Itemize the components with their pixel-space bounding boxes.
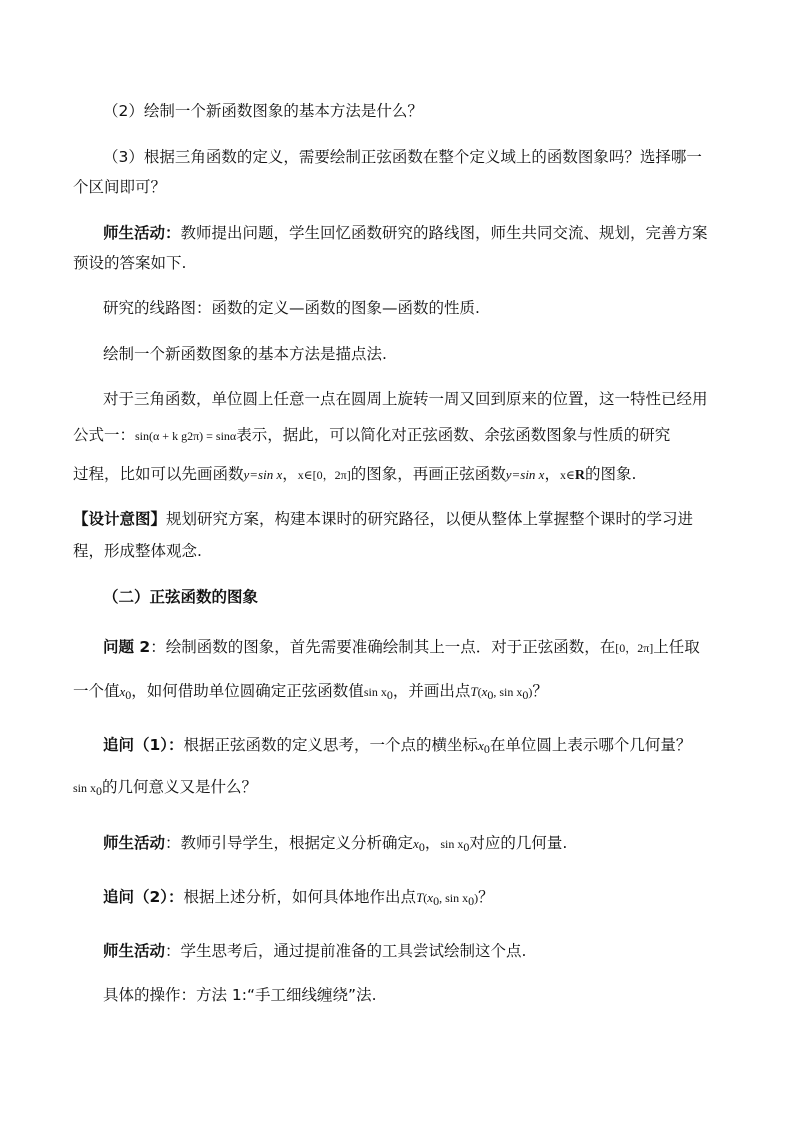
point-sin-part: , sin x [493, 685, 523, 699]
problem-2-text-1-end: 上任取 [653, 638, 700, 656]
design-text-2: 程，形成整体观念. [73, 542, 202, 560]
design-label: 【设计意图】 [73, 510, 167, 528]
point-x0-subscript: 0 [487, 688, 494, 702]
x0-symbol: x [119, 684, 126, 699]
followup-1-x0: x [478, 738, 484, 753]
followup-1-text-1a: 根据正弦函数的定义思考，一个点的横坐标 [183, 736, 479, 754]
design-text-1: 规划研究方案，构建本课时的研究路径，以便从整体上掌握整个课时的学习进 [166, 510, 694, 528]
trig-text-1: 对于三角函数，单位圆上任意一点在圆周上旋转一周又回到原来的位置，这一特性已经用 [103, 390, 708, 408]
activity-3-line [103, 940, 526, 962]
followup-1-sinx0: sin x [73, 781, 97, 795]
route-text: 研究的线路图：函数的定义—函数的图象—函数的性质. [103, 299, 480, 317]
question-3-text-2: 个区间即可？ [73, 178, 167, 196]
method-text: 绘制一个新函数图象的基本方法是描点法. [103, 345, 387, 363]
question-2-line [103, 100, 423, 122]
activity-2-label: 师生活动 [103, 834, 166, 852]
function-sin-1: y=sin x [243, 467, 283, 482]
trig-line-1 [103, 388, 708, 410]
method-line [103, 343, 387, 365]
followup-2-label: 追问（2）： [103, 888, 184, 906]
activity-3-colon: ： [165, 942, 181, 960]
trig-comma-2: ， [544, 465, 560, 483]
activity-1-text-1: 教师提出问题，学生回忆函数研究的路线图，师生共同交流、规划，完善方案 [180, 224, 708, 242]
followup-1-text-2: 的几何意义又是什么？ [102, 778, 258, 796]
activity-1-colon: ： [165, 224, 181, 242]
activity-1-label: 师生活动 [103, 224, 166, 242]
followup-1-label: 追问（1）： [103, 736, 184, 754]
trig-text-3a: 过程，比如可以先画函数 [73, 465, 244, 483]
followup-2-line [103, 886, 494, 912]
section-2-heading [103, 586, 258, 608]
activity-2-colon: ： [165, 834, 181, 852]
problem-2-interval: [0，2π] [615, 641, 654, 655]
trig-text-3c: 的图象. [584, 465, 637, 483]
point-T-symbol: T [470, 684, 478, 699]
followup-2-text: 根据上述分析，如何具体地作出点 [183, 888, 417, 906]
question-3-line-1 [103, 146, 702, 168]
activity-3-text: 学生思考后，通过提前准备的工具尝试绘制这个点. [180, 942, 527, 960]
problem-2-line-2 [73, 680, 548, 706]
activity-2-text-a: 教师引导学生，根据定义分析确定 [180, 834, 414, 852]
problem-2-text-2b: ，如何借助单位圆确定正弦函数值 [131, 682, 364, 700]
followup-1-sinx0-subscript: 0 [96, 784, 103, 798]
problem-2-colon: ： [150, 638, 166, 656]
sin-x0: sin x [363, 685, 387, 699]
point-paren-close: ) [528, 685, 533, 699]
problem-2-label: 问题 2 [103, 638, 151, 656]
followup-2-sin-subscript: 0 [468, 894, 475, 908]
activity-3-label: 师生活动 [103, 942, 166, 960]
activity-1-text-2: 预设的答案如下. [73, 254, 187, 272]
followup-2-end: ？ [478, 888, 494, 906]
followup-1-text-1b: 在单位圆上表示哪个几何量？ [489, 736, 692, 754]
trig-line-3 [73, 463, 636, 487]
activity-2-sinx0: sin x [440, 837, 464, 851]
followup-1-line-1 [103, 734, 691, 760]
formula-one: sin(α + k g2π) = sinα [135, 429, 237, 443]
point-x0-symbol: x [481, 684, 488, 699]
point-paren-open: ( [477, 685, 482, 699]
problem-2-line-1 [103, 636, 700, 659]
followup-2-paren-open: ( [423, 891, 428, 905]
followup-1-x0-subscript: 0 [483, 742, 490, 756]
activity-2-separator: ， [424, 834, 441, 852]
question-2-text: （2）绘制一个新函数图象的基本方法是什么？ [103, 102, 423, 120]
followup-2-paren-close: ) [474, 891, 479, 905]
trig-line-2 [73, 424, 670, 447]
point-sin-subscript: 0 [522, 688, 529, 702]
followup-2-T: T [416, 890, 424, 905]
question-3-line-2 [73, 176, 166, 198]
problem-2-text-1: 绘制函数的图象，首先需要准确绘制其上一点．对于正弦函数，在 [165, 638, 616, 656]
followup-1-line-2 [73, 776, 257, 802]
activity-1-line-2 [73, 252, 186, 274]
sin-x0-subscript: 0 [386, 688, 393, 702]
section-2-title: （二）正弦函数的图象 [103, 588, 259, 606]
domain-interval: x∈[0，2π] [297, 468, 351, 482]
x0-subscript: 0 [125, 688, 132, 702]
activity-2-line [103, 832, 567, 858]
activity-2-x0: x [413, 836, 419, 851]
activity-1-line-1 [103, 222, 708, 244]
design-line-1 [73, 508, 693, 530]
route-line [103, 297, 480, 319]
real-set-symbol: R [574, 468, 585, 483]
activity-2-x0-subscript: 0 [418, 840, 425, 854]
problem-2-text-2c: ，并画出点 [392, 682, 471, 700]
problem-2-text-2-end: ？ [532, 682, 548, 700]
activity-2-text-b: 对应的几何量. [469, 834, 568, 852]
function-sin-2: y=sin x [505, 467, 545, 482]
operation-line [103, 984, 377, 1006]
design-line-2 [73, 540, 202, 562]
operation-text: 具体的操作：方法 1:“手工细线缠绕”法. [103, 986, 377, 1004]
followup-2-x0: x [427, 890, 434, 905]
problem-2-text-2a: 一个值 [73, 682, 120, 700]
question-3-text-1: （3）根据三角函数的定义，需要绘制正弦函数在整个定义域上的函数图象吗？选择哪一 [103, 148, 702, 166]
domain-real: x∈ [559, 468, 575, 482]
trig-text-2a: 公式一： [73, 426, 136, 444]
trig-text-3b: 的图象，再画正弦函数 [350, 465, 506, 483]
activity-2-sinx0-subscript: 0 [463, 840, 470, 854]
trig-comma-1: ， [282, 465, 298, 483]
trig-text-2b: 表示，据此，可以简化对正弦函数、余弦函数图象与性质的研究 [236, 426, 671, 444]
followup-2-x0-subscript: 0 [433, 894, 440, 908]
followup-2-sin-part: , sin x [439, 891, 469, 905]
